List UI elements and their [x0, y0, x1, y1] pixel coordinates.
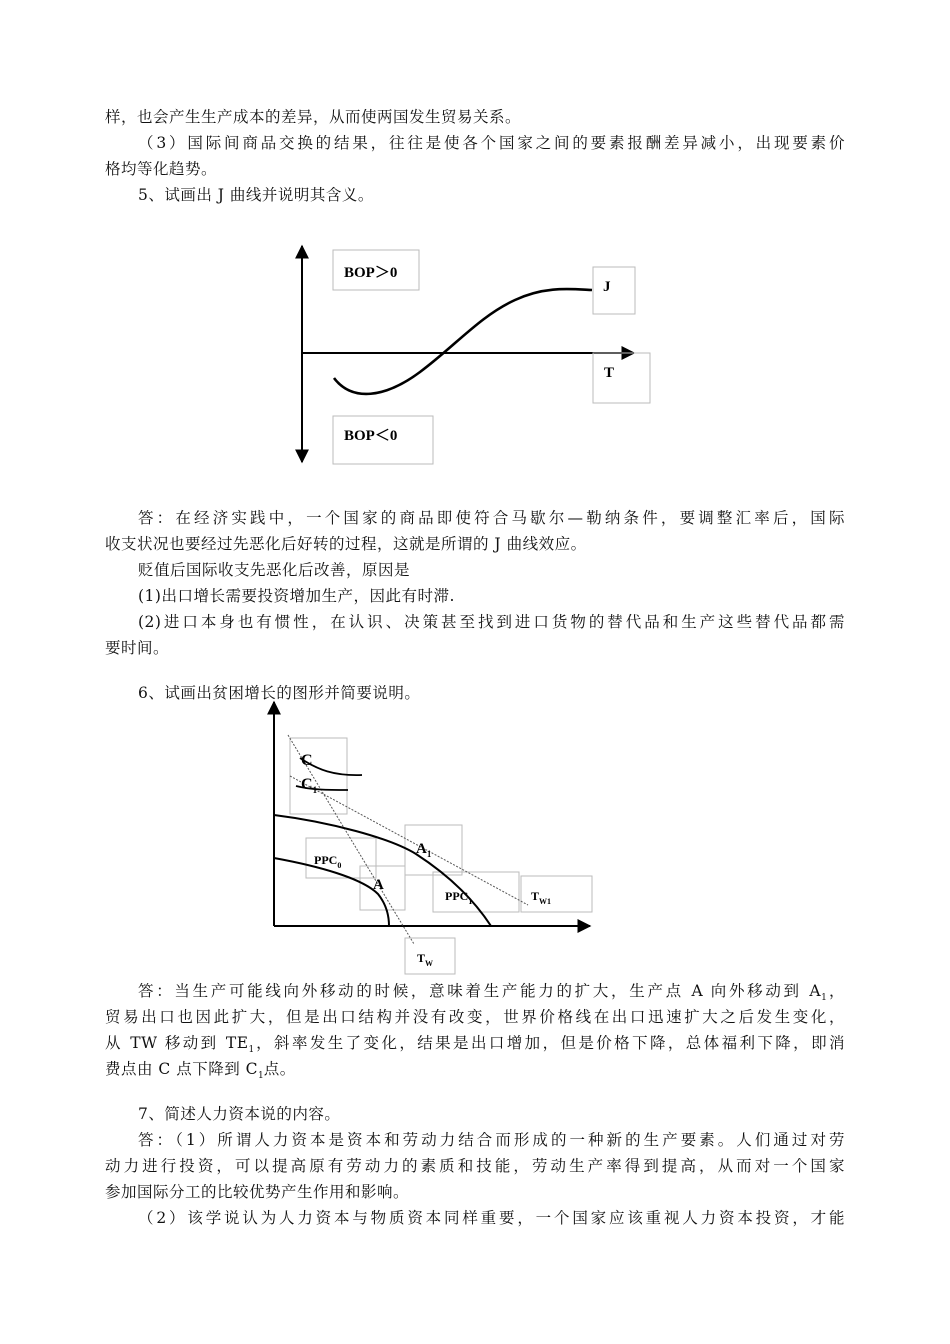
t-label: T — [604, 365, 615, 381]
label-box-a1 — [405, 825, 462, 875]
tw1-price-line — [290, 776, 528, 905]
c1-label: $C_1$ — [301, 776, 318, 795]
bop-positive-label: BOP＞0 — [344, 265, 398, 281]
tw-label: $T_W$ — [417, 951, 434, 968]
paragraph-line: 贬值后国际收支先恶化后改善，原因是 — [138, 561, 411, 579]
label-box-c — [290, 738, 347, 814]
c-label: C — [301, 752, 313, 769]
paragraph-line: 动力进行投资，可以提高原有劳动力的素质和技能，劳动生产率得到提高，从而对一个国家 — [105, 1157, 845, 1175]
paragraph-line: 费点由 C 点下降到 $C_1$点。 — [105, 1060, 296, 1081]
question-heading: 5、试画出 J 曲线并说明其含义。 — [138, 186, 374, 204]
ppc0-label: $PPC_0$ — [314, 853, 342, 870]
paragraph-line: 贸易出口也因此扩大，但是出口结构并没有改变，世界价格线在出口迅速扩大之后发生变化， — [105, 1008, 845, 1026]
paragraph-line: (1)出口增长需要投资增加生产，因此有时滞. — [138, 587, 455, 605]
a-label: A — [373, 877, 384, 893]
question-heading: 6、试画出贫困增长的图形并简要说明。 — [138, 684, 421, 702]
ppc1-label: $PPC_1$ — [445, 889, 473, 906]
ppc1-curve — [274, 815, 491, 926]
label-box-tw — [405, 938, 455, 974]
paragraph-line: 样，也会产生生产成本的差异，从而使两国发生贸易关系。 — [105, 108, 522, 126]
paragraph-line: （3）国际间商品交换的结果，往往是使各个国家之间的要素报酬差异减小，出现要素价 — [138, 134, 845, 152]
paragraph-line: 收支状况也要经过先恶化后好转的过程，这就是所谓的 J 曲线效应。 — [105, 535, 587, 553]
paragraph-line: 参加国际分工的比较优势产生作用和影响。 — [105, 1183, 410, 1201]
paragraph-line: (2)进口本身也有惯性，在认识、决策甚至找到进口货物的替代品和生产这些替代品都需 — [138, 613, 845, 631]
paragraph-line: 格均等化趋势。 — [105, 160, 218, 178]
bop-negative-label: BOP＜0 — [344, 428, 398, 444]
ppc0-curve — [274, 858, 389, 926]
a1-label: $A_1$ — [416, 841, 432, 859]
paragraph-line: （2）该学说认为人力资本与物质资本同样重要，一个国家应该重视人力资本投资，才能 — [138, 1209, 845, 1227]
question-heading: 7、简述人力资本说的内容。 — [138, 1105, 341, 1123]
paragraph-line: 从 TW 移动到 $TE_1$，斜率发生了变化，结果是出口增加，但是价格下降，总体福利下降，即消 — [105, 1034, 845, 1055]
paragraph-line: 答：（1）所谓人力资本是资本和劳动力结合而形成的一种新的生产要素。人们通过对劳 — [138, 1131, 845, 1149]
tw1-label: $T_{W1}$ — [531, 889, 552, 906]
paragraph-line: 答：在经济实践中，一个国家的商品即使符合马歇尔—勒纳条件，要调整汇率后，国际 — [138, 509, 845, 527]
paragraph-line: 要时间。 — [105, 639, 170, 657]
paragraph-line: 答：当生产可能线向外移动的时候，意味着生产能力的扩大，生产点 A 向外移动到 $A_1$， — [138, 982, 845, 1003]
j-label: J — [603, 279, 611, 295]
